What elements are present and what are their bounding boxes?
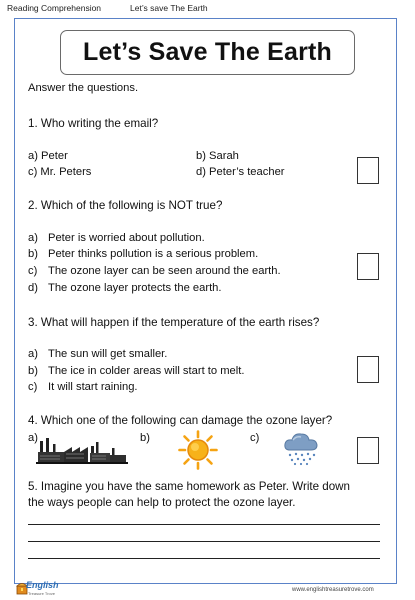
- publisher-logo: [16, 578, 64, 598]
- q3-option-b: The ice in colder areas will start to melt.: [48, 365, 245, 377]
- q2-option-d-letter: d): [28, 282, 38, 294]
- question-2: 2. Which of the following is NOT true?: [28, 199, 223, 212]
- q1-option-b: b) Sarah: [196, 150, 239, 162]
- q3-answer-box[interactable]: [357, 356, 379, 383]
- question-1: 1. Who writing the email?: [28, 117, 159, 130]
- q2-option-a-letter: a): [28, 232, 38, 244]
- q3-option-a-letter: a): [28, 348, 38, 360]
- question-5-line-2: the ways people can help to protect the ozone layer.: [28, 496, 296, 509]
- q4-option-a-letter: a): [28, 432, 38, 444]
- q4-answer-box[interactable]: [357, 437, 379, 464]
- sun-icon: [178, 430, 218, 470]
- writing-line-2[interactable]: [28, 541, 380, 542]
- footer-url: www.englishtreasuretrove.com: [292, 587, 374, 593]
- question-4: 4. Which one of the following can damage the ozone layer?: [28, 414, 333, 427]
- q1-option-c: c) Mr. Peters: [28, 166, 92, 178]
- q2-option-c: The ozone layer can be seen around the earth.: [48, 265, 281, 277]
- q2-option-c-letter: c): [28, 265, 38, 277]
- title-box: [60, 30, 355, 75]
- q3-option-b-letter: b): [28, 365, 38, 377]
- q3-option-c: It will start raining.: [48, 381, 138, 393]
- q2-option-a: Peter is worried about pollution.: [48, 232, 205, 244]
- q4-option-b-letter: b): [140, 432, 150, 444]
- q2-option-b: Peter thinks pollution is a serious problem.: [48, 248, 259, 260]
- page-header: [0, 0, 415, 16]
- question-5-line-1: 5. Imagine you have the same homework as Peter. Write down: [28, 480, 350, 493]
- q2-option-d: The ozone layer protects the earth.: [48, 282, 222, 294]
- writing-line-1[interactable]: [28, 524, 380, 525]
- rain-cloud-icon: [282, 430, 320, 466]
- q2-answer-box[interactable]: [357, 253, 379, 280]
- header-topic: Let’s save The Earth: [130, 3, 208, 13]
- q4-option-c-letter: c): [250, 432, 260, 444]
- q1-option-a: a) Peter: [28, 150, 68, 162]
- q2-option-b-letter: b): [28, 248, 38, 260]
- question-3: 3. What will happen if the temperature of the earth rises?: [28, 316, 320, 329]
- header-subject: Reading Comprehension: [7, 3, 102, 13]
- instruction-text: Answer the questions.: [28, 82, 139, 94]
- logo-text: English: [26, 580, 59, 590]
- page-title: Let’s Save The Earth: [83, 38, 332, 66]
- logo-subtext: Treasure Trove: [28, 591, 55, 596]
- factory-icon: [36, 436, 128, 464]
- q3-option-c-letter: c): [28, 381, 38, 393]
- writing-line-3[interactable]: [28, 558, 380, 559]
- q1-option-d: d) Peter’s teacher: [196, 166, 285, 178]
- q1-answer-box[interactable]: [357, 157, 379, 184]
- q3-option-a: The sun will get smaller.: [48, 348, 168, 360]
